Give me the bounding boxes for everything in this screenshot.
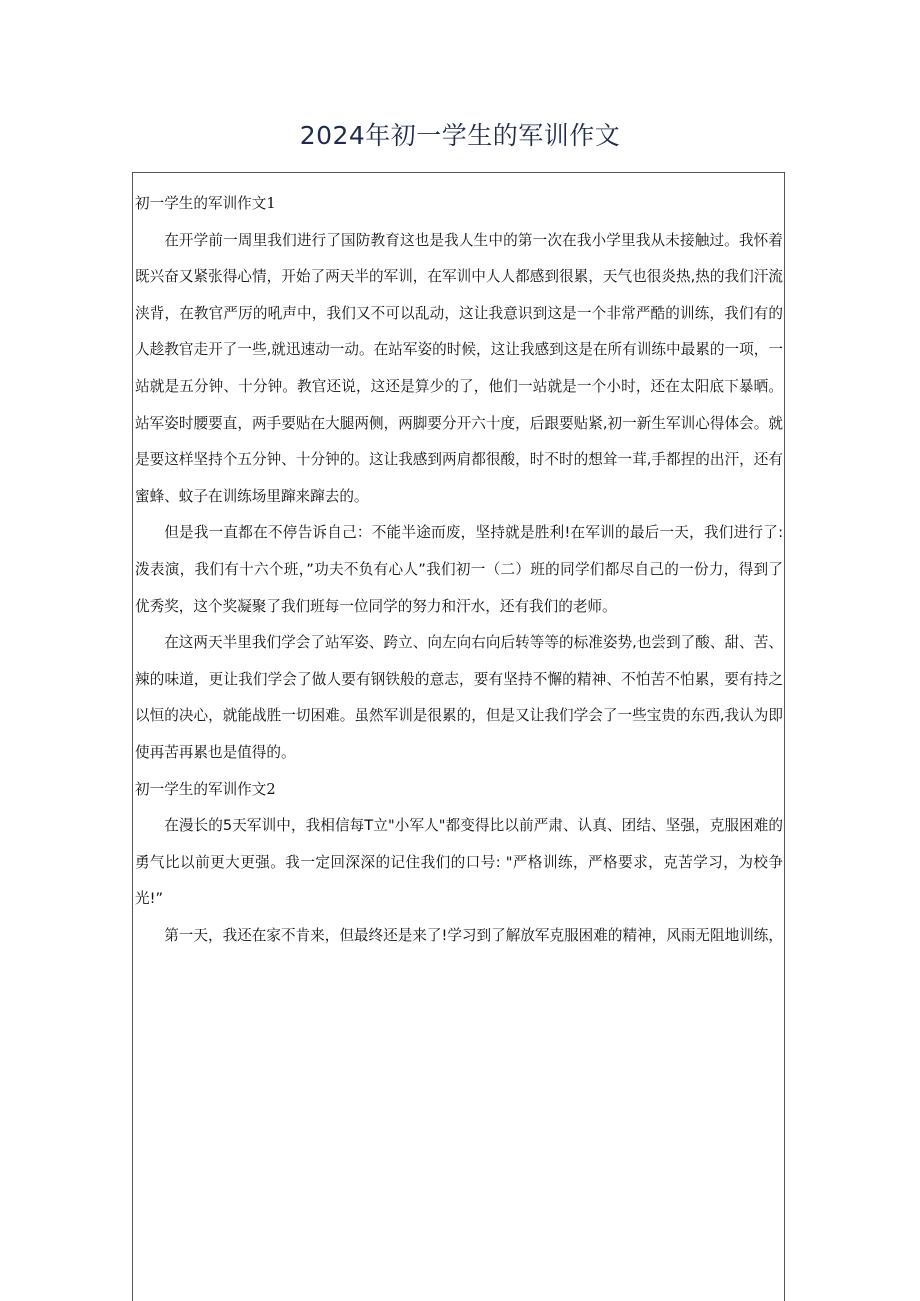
document-body [135, 186, 783, 954]
section-heading-2: 初一学生的军训作文2 [135, 780, 276, 798]
section-2-paragraph-1: 在漫长的5天军训中，我相信每T立"小军人"都变得比以前严肃、认真、团结、坚强，克服困难的勇气比以前更大更强。我一定回深深的记住我们的口号: "严格训练，严格要求，克苦学习，为校争光!” [135, 817, 783, 908]
document-title: 2024年初一学生的军训作文 [299, 121, 621, 150]
section-heading-1: 初一学生的军训作文1 [135, 195, 276, 212]
section-1-paragraph-1: 在开学前一周里我们进行了国防教育这也是我人生中的第一次在我小学里我从未接触过。我怀着既兴奋又紧张得心情，开始了两天半的军训，在军训中人人都感到很累，天气也很炎热,热的我们汗流浃背，在教官严厉的吼声中，我们又不可以乱动，这让我意识到这是一个非常严酷的训练，我们有的人趁教官走开了一些,就迅速动一动。在站军姿的时候，这让我感到这是在所有训练中最累的一项，一站就是五分钟、十分钟。教官还说，这还是算少的了，他们一站就是一个小时，还在太阳底下暴晒。站军姿时腰要直，两手要贴在大腿两侧，两脚要分开六十度，后跟要贴紧,初一新生军训心得体会。就是要这样坚持个五分钟、十分钟的。这让我感到两肩都很酸，时不时的想耸一茸,手都捏的出汗，还有蜜蜂、蚊子在训练场里蹿来蹿去的。 [135, 231, 783, 505]
section-2-paragraph-2: 第一天，我还在家不肯来，但最终还是来了!学习到了解放军克服困难的精神，风雨无阻地训练， [164, 926, 783, 944]
section-1-paragraph-2: 但是我一直都在不停告诉自己：不能半途而废，坚持就是胜利!在军训的最后一天，我们进行了:泼表演，我们有十六个班，”功夫不负有心人”我们初一（二）班的同学们都尽自己的一份力，得到了优秀奖，这个奖凝聚了我们班每一位同学的努力和汗水，还有我们的老师。 [135, 524, 783, 615]
section-1-paragraph-3: 在这两天半里我们学会了站军姿、跨立、向左向右向后转等等的标准姿势,也尝到了酸、甜、苦、辣的味道，更让我们学会了做人要有钢铁般的意志，要有坚持不懈的精神、不怕苦不怕累，要有持之以恒的决心，就能战胜一切困难。虽然军训是很累的，但是又让我们学会了一些宝贵的东西,我认为即使再苦再累也是值得的。 [135, 634, 783, 761]
